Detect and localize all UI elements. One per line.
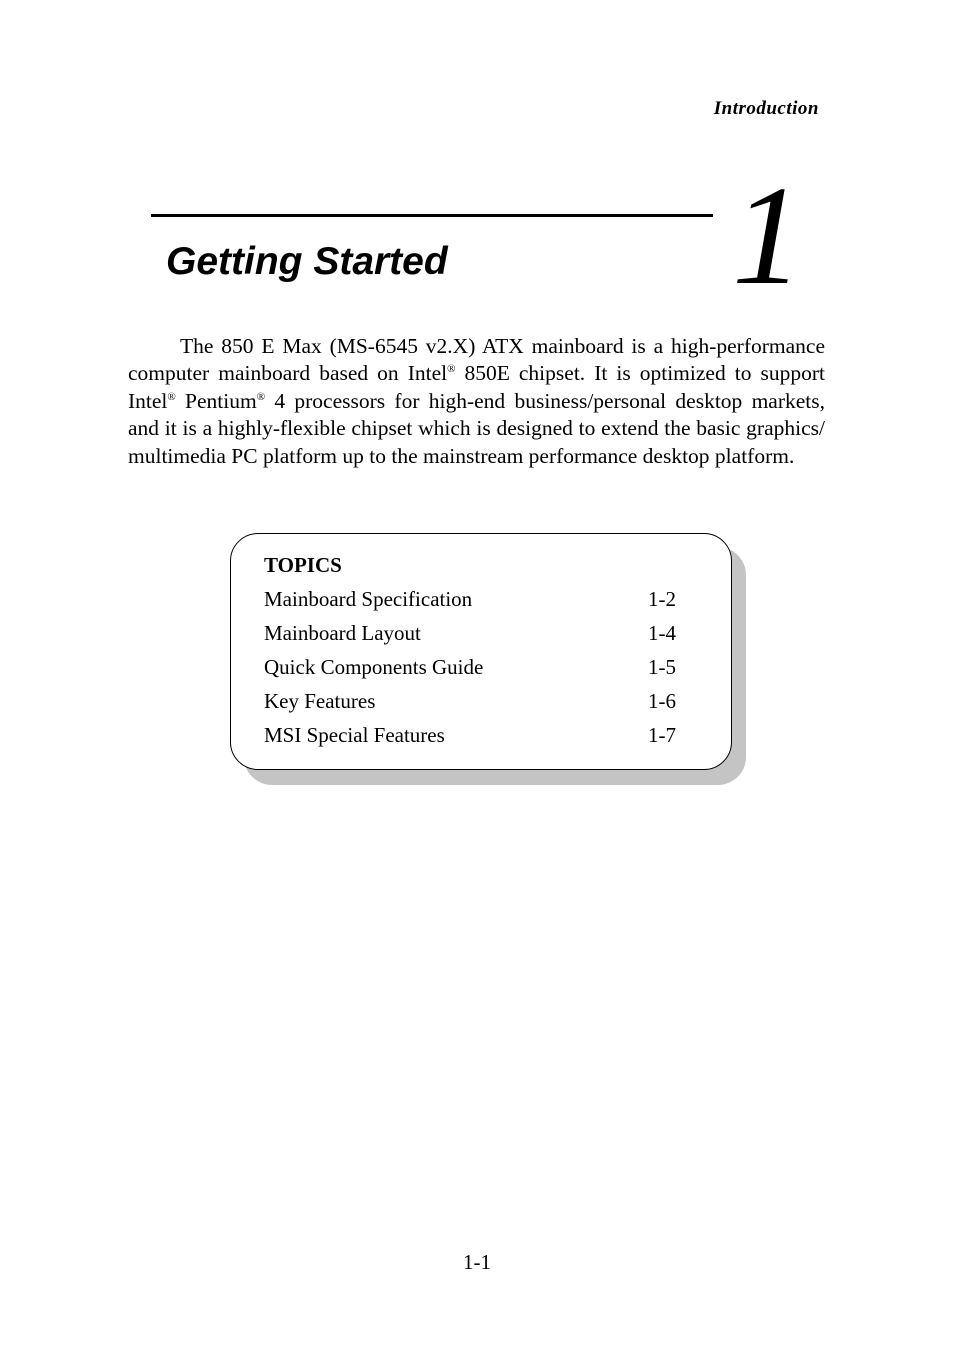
topic-row-quick-components-guide [264, 653, 676, 681]
topics-heading: TOPICS [264, 553, 342, 577]
intro-paragraph [128, 333, 825, 470]
topic-page: 1-2 [648, 587, 676, 611]
topic-page: 1-5 [648, 655, 676, 679]
registered-mark: ® [447, 363, 456, 376]
topic-page: 1-4 [648, 621, 676, 645]
intro-line-3: Intel® Pentium® 4 processors for high-end business/personal desktop markets, [128, 388, 825, 413]
intro-line-1: The 850 E Max (MS-6545 v2.X) ATX mainboard is a high-performance [180, 334, 825, 358]
topic-page: 1-6 [648, 689, 676, 713]
topic-row-mainboard-layout [264, 619, 676, 647]
topic-label: Mainboard Layout [264, 621, 421, 645]
intro-line-4: and it is a highly-flexible chipset which is designed to extend the basic graphics/ [128, 416, 825, 441]
registered-mark: ® [256, 390, 266, 403]
topic-page: 1-7 [648, 723, 676, 747]
intro-line-5: multimedia PC platform up to the mainstream performance desktop platform. [128, 443, 795, 468]
chapter-rule [151, 214, 713, 217]
topic-label: MSI Special Features [264, 723, 445, 747]
chapter-number: 1 [732, 156, 803, 314]
intro-line-2: computer mainboard based on Intel® 850E chipset. It is optimized to support [128, 361, 825, 386]
topic-label: Mainboard Specification [264, 587, 473, 611]
page-number: 1-1 [463, 1250, 491, 1274]
topic-row-msi-special-features [264, 721, 676, 749]
chapter-title: Getting Started [166, 240, 448, 283]
topic-row-key-features [264, 687, 676, 715]
registered-mark: ® [167, 390, 176, 403]
topic-row-mainboard-specification [264, 585, 676, 613]
topic-label: Key Features [264, 689, 376, 713]
topic-label: Quick Components Guide [264, 655, 484, 679]
running-header: Introduction [713, 98, 819, 119]
